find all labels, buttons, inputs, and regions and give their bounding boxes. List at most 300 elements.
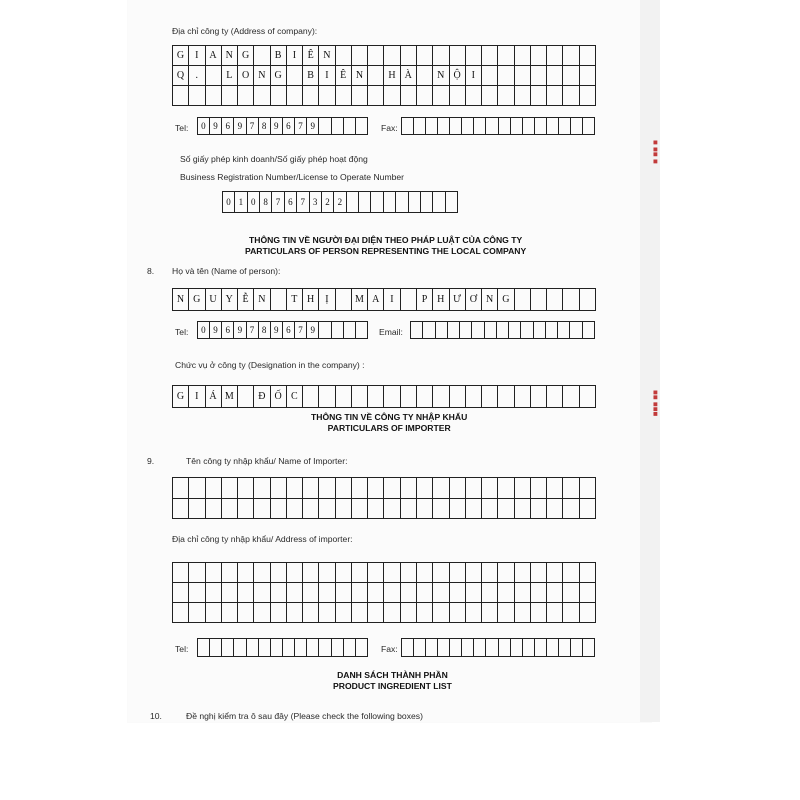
- char-box[interactable]: [368, 86, 384, 106]
- char-box[interactable]: Á: [206, 386, 222, 408]
- char-box[interactable]: [462, 118, 474, 135]
- char-box[interactable]: [531, 289, 547, 311]
- char-box[interactable]: [450, 46, 466, 66]
- char-box[interactable]: [547, 478, 563, 499]
- char-box[interactable]: [287, 563, 303, 583]
- char-box[interactable]: [486, 639, 498, 657]
- char-box[interactable]: [547, 563, 563, 583]
- char-box[interactable]: [498, 583, 514, 603]
- char-box[interactable]: [433, 86, 449, 106]
- char-box[interactable]: I: [384, 289, 400, 311]
- char-box[interactable]: [189, 563, 205, 583]
- char-box[interactable]: [222, 478, 238, 499]
- char-box[interactable]: [571, 639, 583, 657]
- char-box[interactable]: B: [271, 46, 287, 66]
- char-box[interactable]: [523, 639, 535, 657]
- char-box[interactable]: [401, 289, 417, 311]
- license-number-grid[interactable]: [222, 191, 458, 213]
- char-box[interactable]: [401, 86, 417, 106]
- char-box[interactable]: [271, 603, 287, 623]
- char-box[interactable]: G: [173, 46, 189, 66]
- char-box[interactable]: [482, 46, 498, 66]
- char-box[interactable]: [421, 192, 433, 213]
- char-box[interactable]: [482, 478, 498, 499]
- char-box[interactable]: 0: [198, 118, 210, 135]
- char-box[interactable]: [347, 192, 359, 213]
- char-box[interactable]: [344, 322, 356, 339]
- char-box[interactable]: [563, 583, 579, 603]
- char-box[interactable]: [450, 118, 462, 135]
- char-box[interactable]: [368, 583, 384, 603]
- char-box[interactable]: [368, 386, 384, 408]
- char-box[interactable]: [206, 66, 222, 86]
- char-box[interactable]: [352, 583, 368, 603]
- char-box[interactable]: [466, 86, 482, 106]
- char-box[interactable]: 9: [271, 322, 283, 339]
- char-box[interactable]: [254, 563, 270, 583]
- char-box[interactable]: [368, 478, 384, 499]
- char-box[interactable]: [336, 583, 352, 603]
- char-box[interactable]: [359, 192, 371, 213]
- char-box[interactable]: U: [206, 289, 222, 311]
- char-box[interactable]: [352, 86, 368, 106]
- char-box[interactable]: [344, 639, 356, 657]
- char-box[interactable]: [319, 386, 335, 408]
- char-box[interactable]: Ê: [303, 46, 319, 66]
- char-box[interactable]: [287, 86, 303, 106]
- char-box[interactable]: [287, 603, 303, 623]
- char-box[interactable]: [466, 603, 482, 623]
- char-box[interactable]: [206, 603, 222, 623]
- char-box[interactable]: [356, 322, 368, 339]
- char-box[interactable]: [446, 192, 458, 213]
- char-box[interactable]: [384, 86, 400, 106]
- char-box[interactable]: [498, 478, 514, 499]
- char-box[interactable]: [466, 563, 482, 583]
- char-box[interactable]: A: [368, 289, 384, 311]
- char-box[interactable]: [433, 478, 449, 499]
- char-box[interactable]: [371, 192, 383, 213]
- char-box[interactable]: [189, 603, 205, 623]
- char-box[interactable]: [336, 563, 352, 583]
- char-box[interactable]: Y: [222, 289, 238, 311]
- char-box[interactable]: [222, 603, 238, 623]
- char-box[interactable]: [515, 86, 531, 106]
- char-box[interactable]: [411, 322, 423, 339]
- char-box[interactable]: [535, 118, 547, 135]
- char-box[interactable]: [433, 192, 445, 213]
- char-box[interactable]: [254, 46, 270, 66]
- char-box[interactable]: [173, 478, 189, 499]
- char-box[interactable]: [498, 499, 514, 520]
- char-box[interactable]: [401, 478, 417, 499]
- char-box[interactable]: [295, 639, 307, 657]
- char-box[interactable]: [466, 46, 482, 66]
- char-box[interactable]: 7: [247, 322, 259, 339]
- char-box[interactable]: [580, 583, 596, 603]
- char-box[interactable]: [482, 583, 498, 603]
- char-box[interactable]: T: [287, 289, 303, 311]
- char-box[interactable]: 9: [210, 118, 222, 135]
- char-box[interactable]: [521, 322, 533, 339]
- char-box[interactable]: [547, 66, 563, 86]
- char-box[interactable]: [319, 499, 335, 520]
- char-box[interactable]: [409, 192, 421, 213]
- char-box[interactable]: [384, 478, 400, 499]
- char-box[interactable]: [482, 499, 498, 520]
- char-box[interactable]: [450, 603, 466, 623]
- char-box[interactable]: [336, 499, 352, 520]
- char-box[interactable]: [271, 289, 287, 311]
- char-box[interactable]: [531, 563, 547, 583]
- char-box[interactable]: [436, 322, 448, 339]
- char-box[interactable]: [534, 322, 546, 339]
- char-box[interactable]: [352, 563, 368, 583]
- char-box[interactable]: [448, 322, 460, 339]
- char-box[interactable]: [497, 322, 509, 339]
- char-box[interactable]: [417, 46, 433, 66]
- char-box[interactable]: [511, 118, 523, 135]
- char-box[interactable]: 6: [283, 118, 295, 135]
- char-box[interactable]: [547, 603, 563, 623]
- char-box[interactable]: [499, 639, 511, 657]
- char-box[interactable]: [303, 386, 319, 408]
- char-box[interactable]: [498, 86, 514, 106]
- char-box[interactable]: L: [222, 66, 238, 86]
- char-box[interactable]: [417, 603, 433, 623]
- char-box[interactable]: [531, 478, 547, 499]
- char-box[interactable]: [433, 603, 449, 623]
- char-box[interactable]: [401, 603, 417, 623]
- char-box[interactable]: I: [319, 66, 335, 86]
- char-box[interactable]: [466, 499, 482, 520]
- char-box[interactable]: [384, 192, 396, 213]
- char-box[interactable]: [450, 386, 466, 408]
- char-box[interactable]: [368, 66, 384, 86]
- char-box[interactable]: [547, 46, 563, 66]
- char-box[interactable]: [356, 118, 368, 135]
- char-box[interactable]: [368, 46, 384, 66]
- char-box[interactable]: [580, 289, 596, 311]
- char-box[interactable]: [234, 639, 246, 657]
- char-box[interactable]: [547, 583, 563, 603]
- char-box[interactable]: [563, 86, 579, 106]
- char-box[interactable]: H: [303, 289, 319, 311]
- char-box[interactable]: [271, 499, 287, 520]
- char-box[interactable]: [559, 118, 571, 135]
- char-box[interactable]: 9: [307, 322, 319, 339]
- char-box[interactable]: [423, 322, 435, 339]
- char-box[interactable]: 9: [307, 118, 319, 135]
- char-box[interactable]: [414, 118, 426, 135]
- char-box[interactable]: [546, 322, 558, 339]
- char-box[interactable]: 0: [198, 322, 210, 339]
- char-box[interactable]: [515, 386, 531, 408]
- char-box[interactable]: 7: [297, 192, 309, 213]
- char-box[interactable]: I: [189, 46, 205, 66]
- char-box[interactable]: [417, 386, 433, 408]
- char-box[interactable]: [515, 478, 531, 499]
- char-box[interactable]: [352, 478, 368, 499]
- char-box[interactable]: [254, 603, 270, 623]
- char-box[interactable]: [336, 603, 352, 623]
- char-box[interactable]: [222, 86, 238, 106]
- char-box[interactable]: [580, 86, 596, 106]
- company-tel-grid[interactable]: [197, 117, 368, 135]
- char-box[interactable]: [319, 478, 335, 499]
- char-box[interactable]: [206, 499, 222, 520]
- char-box[interactable]: 9: [271, 118, 283, 135]
- char-box[interactable]: [210, 639, 222, 657]
- char-box[interactable]: [547, 499, 563, 520]
- char-box[interactable]: [547, 639, 559, 657]
- char-box[interactable]: [563, 499, 579, 520]
- char-box[interactable]: [271, 583, 287, 603]
- char-box[interactable]: 2: [322, 192, 334, 213]
- char-box[interactable]: Ị: [319, 289, 335, 311]
- char-box[interactable]: [509, 322, 521, 339]
- char-box[interactable]: 8: [260, 192, 272, 213]
- char-box[interactable]: [417, 66, 433, 86]
- char-box[interactable]: [570, 322, 582, 339]
- char-box[interactable]: [303, 499, 319, 520]
- char-box[interactable]: [344, 118, 356, 135]
- char-box[interactable]: [319, 583, 335, 603]
- char-box[interactable]: G: [271, 66, 287, 86]
- char-box[interactable]: I: [466, 66, 482, 86]
- char-box[interactable]: [498, 563, 514, 583]
- char-box[interactable]: [460, 322, 472, 339]
- char-box[interactable]: [206, 478, 222, 499]
- char-box[interactable]: [531, 86, 547, 106]
- char-box[interactable]: [271, 639, 283, 657]
- char-box[interactable]: H: [384, 66, 400, 86]
- char-box[interactable]: 6: [283, 322, 295, 339]
- char-box[interactable]: [563, 563, 579, 583]
- char-box[interactable]: [319, 322, 331, 339]
- char-box[interactable]: [189, 583, 205, 603]
- char-box[interactable]: [417, 583, 433, 603]
- char-box[interactable]: [222, 563, 238, 583]
- char-box[interactable]: [206, 86, 222, 106]
- person-tel-grid[interactable]: [197, 321, 368, 339]
- char-box[interactable]: [332, 118, 344, 135]
- char-box[interactable]: [559, 639, 571, 657]
- char-box[interactable]: 9: [210, 322, 222, 339]
- char-box[interactable]: [482, 66, 498, 86]
- char-box[interactable]: [580, 66, 596, 86]
- char-box[interactable]: [173, 583, 189, 603]
- char-box[interactable]: [287, 499, 303, 520]
- char-box[interactable]: [563, 478, 579, 499]
- char-box[interactable]: [238, 478, 254, 499]
- char-box[interactable]: Q: [173, 66, 189, 86]
- char-box[interactable]: 6: [222, 322, 234, 339]
- char-box[interactable]: [336, 86, 352, 106]
- char-box[interactable]: Ễ: [238, 289, 254, 311]
- importer-address-grid[interactable]: [172, 562, 596, 623]
- char-box[interactable]: Ơ: [466, 289, 482, 311]
- char-box[interactable]: [189, 499, 205, 520]
- char-box[interactable]: [384, 583, 400, 603]
- char-box[interactable]: [247, 639, 259, 657]
- char-box[interactable]: [482, 86, 498, 106]
- char-box[interactable]: [332, 322, 344, 339]
- char-box[interactable]: [238, 583, 254, 603]
- char-box[interactable]: [222, 583, 238, 603]
- char-box[interactable]: [189, 478, 205, 499]
- char-box[interactable]: [482, 563, 498, 583]
- char-box[interactable]: [433, 583, 449, 603]
- char-box[interactable]: [238, 386, 254, 408]
- char-box[interactable]: [531, 603, 547, 623]
- char-box[interactable]: 8: [259, 322, 271, 339]
- char-box[interactable]: [303, 603, 319, 623]
- char-box[interactable]: [384, 563, 400, 583]
- char-box[interactable]: 7: [247, 118, 259, 135]
- char-box[interactable]: [433, 499, 449, 520]
- char-box[interactable]: I: [287, 46, 303, 66]
- char-box[interactable]: G: [173, 386, 189, 408]
- char-box[interactable]: [417, 86, 433, 106]
- char-box[interactable]: [515, 583, 531, 603]
- char-box[interactable]: [368, 603, 384, 623]
- char-box[interactable]: [515, 289, 531, 311]
- char-box[interactable]: [580, 499, 596, 520]
- char-box[interactable]: [426, 639, 438, 657]
- char-box[interactable]: [580, 478, 596, 499]
- char-box[interactable]: [336, 46, 352, 66]
- person-email-grid[interactable]: [410, 321, 595, 339]
- char-box[interactable]: [450, 86, 466, 106]
- char-box[interactable]: I: [189, 386, 205, 408]
- char-box[interactable]: [482, 386, 498, 408]
- char-box[interactable]: N: [222, 46, 238, 66]
- char-box[interactable]: [401, 499, 417, 520]
- char-box[interactable]: G: [238, 46, 254, 66]
- char-box[interactable]: [438, 639, 450, 657]
- char-box[interactable]: [206, 563, 222, 583]
- char-box[interactable]: [336, 289, 352, 311]
- char-box[interactable]: [271, 86, 287, 106]
- char-box[interactable]: [450, 583, 466, 603]
- char-box[interactable]: [271, 563, 287, 583]
- char-box[interactable]: Ộ: [450, 66, 466, 86]
- char-box[interactable]: [482, 603, 498, 623]
- char-box[interactable]: [396, 192, 408, 213]
- char-box[interactable]: [563, 46, 579, 66]
- char-box[interactable]: 7: [295, 322, 307, 339]
- char-box[interactable]: [433, 563, 449, 583]
- char-box[interactable]: [254, 499, 270, 520]
- char-box[interactable]: [336, 478, 352, 499]
- char-box[interactable]: [558, 322, 570, 339]
- char-box[interactable]: O: [238, 66, 254, 86]
- char-box[interactable]: N: [433, 66, 449, 86]
- char-box[interactable]: 1: [235, 192, 247, 213]
- char-box[interactable]: 8: [259, 118, 271, 135]
- char-box[interactable]: [319, 118, 331, 135]
- char-box[interactable]: [523, 118, 535, 135]
- char-box[interactable]: [515, 603, 531, 623]
- char-box[interactable]: [417, 563, 433, 583]
- char-box[interactable]: [563, 386, 579, 408]
- char-box[interactable]: [498, 46, 514, 66]
- char-box[interactable]: [531, 499, 547, 520]
- importer-tel-grid[interactable]: [197, 638, 368, 657]
- char-box[interactable]: 9: [234, 118, 246, 135]
- char-box[interactable]: [466, 478, 482, 499]
- char-box[interactable]: [486, 118, 498, 135]
- char-box[interactable]: [173, 563, 189, 583]
- char-box[interactable]: [402, 639, 414, 657]
- char-box[interactable]: 3: [310, 192, 322, 213]
- char-box[interactable]: [319, 639, 331, 657]
- char-box[interactable]: [547, 118, 559, 135]
- char-box[interactable]: 6: [222, 118, 234, 135]
- char-box[interactable]: N: [352, 66, 368, 86]
- char-box[interactable]: [222, 639, 234, 657]
- char-box[interactable]: [417, 478, 433, 499]
- company-address-grid[interactable]: [172, 45, 596, 106]
- char-box[interactable]: [368, 499, 384, 520]
- char-box[interactable]: [173, 86, 189, 106]
- char-box[interactable]: [319, 603, 335, 623]
- char-box[interactable]: [563, 603, 579, 623]
- char-box[interactable]: B: [303, 66, 319, 86]
- char-box[interactable]: [368, 563, 384, 583]
- char-box[interactable]: 0: [223, 192, 235, 213]
- char-box[interactable]: [580, 386, 596, 408]
- char-box[interactable]: À: [401, 66, 417, 86]
- char-box[interactable]: 2: [334, 192, 346, 213]
- char-box[interactable]: [580, 46, 596, 66]
- char-box[interactable]: [531, 46, 547, 66]
- char-box[interactable]: 9: [234, 322, 246, 339]
- char-box[interactable]: [307, 639, 319, 657]
- char-box[interactable]: [283, 639, 295, 657]
- char-box[interactable]: [511, 639, 523, 657]
- char-box[interactable]: [401, 386, 417, 408]
- char-box[interactable]: [254, 86, 270, 106]
- char-box[interactable]: [531, 66, 547, 86]
- char-box[interactable]: [515, 563, 531, 583]
- char-box[interactable]: [332, 639, 344, 657]
- char-box[interactable]: [173, 603, 189, 623]
- char-box[interactable]: [259, 639, 271, 657]
- char-box[interactable]: N: [173, 289, 189, 311]
- char-box[interactable]: [531, 386, 547, 408]
- char-box[interactable]: [571, 118, 583, 135]
- char-box[interactable]: .: [189, 66, 205, 86]
- char-box[interactable]: [352, 46, 368, 66]
- char-box[interactable]: C: [287, 386, 303, 408]
- char-box[interactable]: [583, 639, 595, 657]
- char-box[interactable]: [206, 583, 222, 603]
- char-box[interactable]: [222, 499, 238, 520]
- char-box[interactable]: M: [352, 289, 368, 311]
- char-box[interactable]: [336, 386, 352, 408]
- char-box[interactable]: G: [498, 289, 514, 311]
- char-box[interactable]: [303, 478, 319, 499]
- char-box[interactable]: [401, 46, 417, 66]
- importer-fax-grid[interactable]: [401, 638, 595, 657]
- char-box[interactable]: [515, 46, 531, 66]
- char-box[interactable]: [450, 499, 466, 520]
- char-box[interactable]: [303, 583, 319, 603]
- char-box[interactable]: [485, 322, 497, 339]
- char-box[interactable]: [531, 583, 547, 603]
